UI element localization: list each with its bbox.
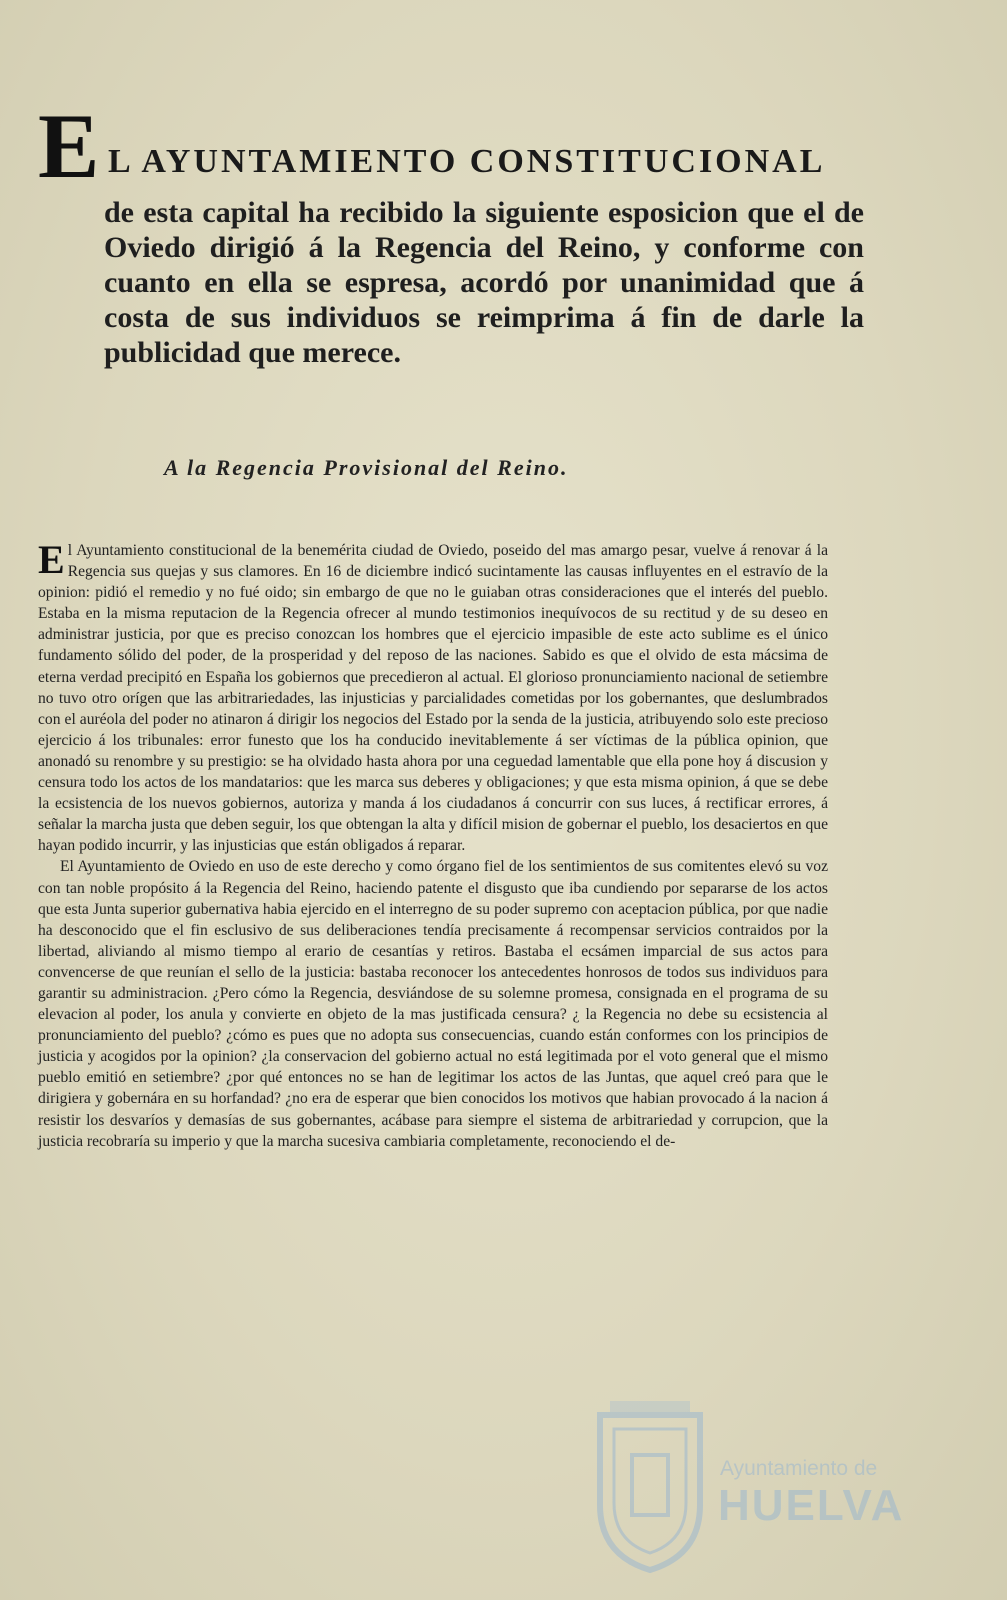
- document-title: L AYUNTAMIENTO CONSTITUCIONAL: [108, 143, 826, 180]
- body-paragraph-1-text: l Ayuntamiento constitucional de la benemérita ciudad de Oviedo, poseido del mas amargo pesar, vuelve á renovar á la Regencia sus quejas y sus clamores. En 16 de diciembre indicó sucintamente las causas influyentes en el estravío de la opinion: pidió el remedio y no fué oido; sin embargo de que no le guiaban otras consideraciones que el interés del pueblo. Estaba en la misma reputacion de la Regencia ofrecer al mundo testimonios inequívocos de su rectitud y de su deseo en administrar justicia, por que es preciso conozcan los hombres que el ejercicio impasible de este acto sublime es el único fundamento sólido del poder, de la prosperidad y del reposo de las naciones. Sabido es que el olvido de esta mácsima de eterna verdad precipitó en España los gobiernos que precedieron al actual. El glorioso pronunciamiento nacional de setiembre no tuvo otro orígen que las arbitrariedades, las injusticias y parcialidades cometidas por los gobernantes, que deslumbrados con el auréola del poder no atinaron á dirigir los negocios del Estado por la senda de la justicia, atribuyendo solo este precioso ejercicio á los tribunales: error funesto que los ha conducido inevitablemente á ser víctimas de la pública opinion, que anonadó su renombre y su prestigio: se ha olvidado hasta ahora por una ceguedad lamentable que ella pone hoy á discusion y censura todo los actos de los mandatarios: que les marca sus deberes y obligaciones; y que esta misma opinion, á que se debe la ecsistencia de los nuevos gobiernos, autoriza y manda á los ciudadanos á concurrir con sus luces, á rectificar errores, á señalar la marcha justa que deben seguir, los que obtengan la alta y difícil mision de gobernar el pueblo, los desaciertos en que hayan podido incurrir, y las injusticias que están obligados á reparar.: [38, 542, 828, 855]
- letter-body: [38, 537, 828, 1152]
- intro-paragraph: de esta capital ha recibido la siguiente esposicion que el de Oviedo dirigió á la Regencia del Reino, y conforme con cuanto en ella se espresa, acordó por unanimidad que á costa de sus individuos se reimprima á fin de darle la publicidad que merece.: [104, 196, 864, 369]
- addressee-line: A la Regencia Provisional del Reino.: [164, 455, 569, 480]
- title-dropcap: E: [38, 95, 100, 197]
- archive-watermark: [590, 1395, 905, 1575]
- watermark-line-1: Ayuntamiento de: [720, 1457, 878, 1480]
- body-paragraph-1: [38, 537, 828, 856]
- body-dropcap: E: [38, 537, 65, 582]
- watermark-line-2: HUELVA: [718, 1481, 905, 1530]
- shield-icon: [590, 1395, 710, 1575]
- body-paragraph-2: El Ayuntamiento de Oviedo en uso de este derecho y como órgano fiel de los sentimientos de sus comitentes elevó su voz con tan noble propósito á la Regencia del Reino, haciendo patente el disgusto que iba cundiendo por separarse de los actos que esta Junta superior gubernativa habia ejercido en el interregno de su poder supremo con aceptacion pública, por que nadie ha desconocido que el fin esclusivo de sus deliberaciones tendía precisamente á recompensar servicios contraidos por la libertad, aliviando al mismo tiempo al erario de cesantías y retiros. Bastaba el ecsámen imparcial de sus actos para convencerse de que reunían el sello de la justicia: bastaba reconocer los antecedentes honrosos de todos sus individuos para garantir su administracion. ¿Pero cómo la Regencia, desviándose de su solemne promesa, consignada en el programa de su elevacion al poder, los anula y convierte en objeto de la mas justificada censura? ¿ la Regencia no debe su ecsistencia al pronunciamiento del pueblo? ¿cómo es pues que no adopta sus consecuencias, cuando están conformes con los principios de justicia y acogidos por la opinion? ¿la conservacion del gobierno actual no está legitimada por el voto general que el mismo pueblo emitió en setiembre? ¿por qué entonces no se han de legitimar los actos de las Juntas, que aquel creó para que le dirigiera y gobernára en su horfandad? ¿no era de esperar que bien conocidos los motivos que habian provocado á la nacion á resistir los desvaríos y demasías de sus gobernantes, acábase para siempre el sistema de arbitrariedad y corrupcion, que la justicia recobraría su imperio y que la marcha sucesiva cambiaria completamente, reconociendo el de-: [38, 858, 828, 1150]
